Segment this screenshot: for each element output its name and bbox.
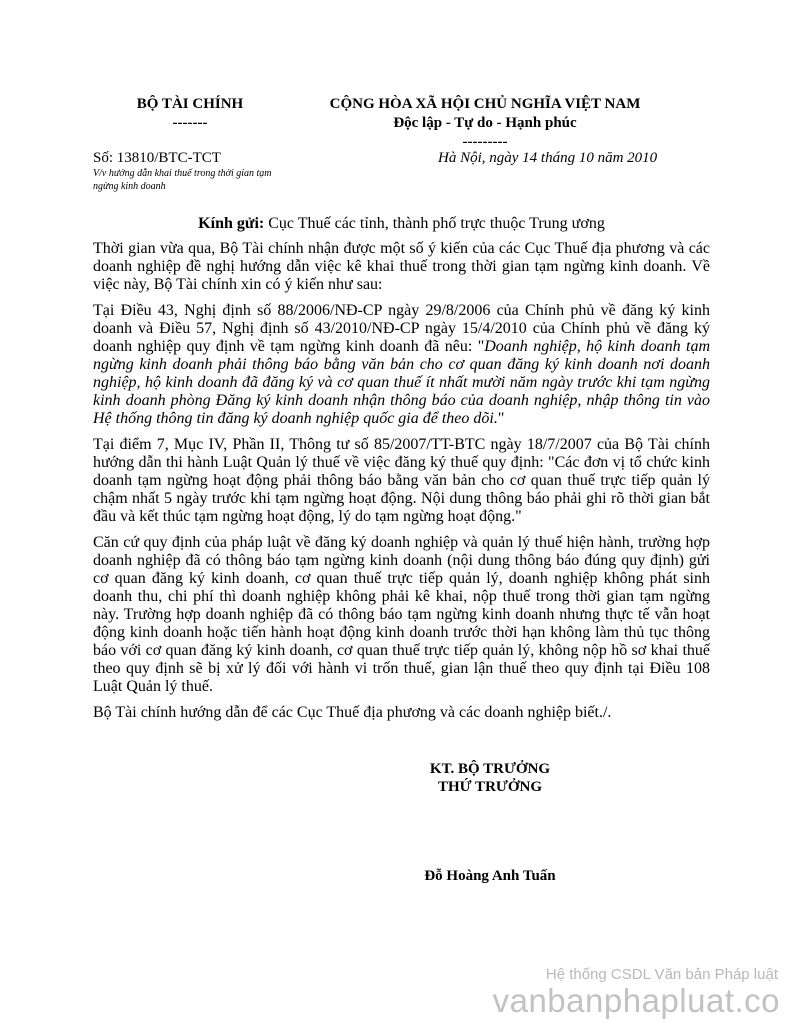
signature-title-2: THỨ TRƯỞNG [437, 779, 543, 795]
document-subject: V/v hướng dẫn khai thuế trong thời gian tạm ngừng kinh doanh [93, 168, 272, 192]
paragraph-intro: Thời gian vừa qua, Bộ Tài chính nhận được một số ý kiến của các Cục Thuế địa phương và các doanh nghiệp đề nghị hướng dẫn việc kê khai thuế trong thời gian tạm ngừng kinh doanh. Về việc này, Bộ Tài chính xin có ý kiến như sau: [93, 240, 710, 293]
paragraph-decree-citation [93, 302, 710, 428]
watermark-line-1: Hệ thống CSDL Văn bản Pháp luật [545, 966, 778, 983]
paragraph-closing: Bộ Tài chính hướng dẫn để các Cục Thuế địa phương và các doanh nghiệp biết./. [93, 704, 612, 721]
ministry-name: BỘ TÀI CHÍNH [136, 96, 244, 112]
national-motto: Độc lập - Tự do - Hạnh phúc [393, 115, 577, 131]
decree-lead: Tại Điều 43, Nghị định số 88/2006/NĐ-CP ngày 29/8/2006 của Chính phủ về đăng ký kinh doanh và Điều 57, Nghị định số 43/2010/NĐ-CP ngày 15/4/2010 của Chính phủ về đăng ký doanh nghiệp quy định về tạm ngừng kinh doanh đã nêu: " [93, 302, 710, 355]
signer-name: Đỗ Hoàng Anh Tuấn [424, 868, 556, 884]
decree-quote: Doanh nghiệp, hộ kinh doanh tạm ngừng kinh doanh phải thông báo bằng văn bản cho cơ quan đăng ký kinh doanh nơi doanh nghiệp, hộ kinh doanh đã đăng ký và cơ quan thuế ít nhất mười năm ngày trước khi tạm ngừng kinh doanh phòng Đăng ký kinh doanh nhận thông báo của doanh nghiệp, nhập thông tin vào Hệ thống thông tin đăng ký doanh nghiệp quốc gia để theo dõi. [93, 338, 710, 427]
decree-quote-close: " [497, 410, 505, 427]
recipient-text: Cục Thuế các tỉnh, thành phố trực thuộc Trung ương [264, 215, 605, 232]
document-body [93, 240, 710, 730]
place-and-date: Hà Nội, ngày 14 tháng 10 năm 2010 [438, 150, 658, 166]
ministry-rule: ------- [172, 115, 208, 131]
recipient-label: Kính gửi: [198, 215, 265, 232]
motto-rule: --------- [462, 134, 508, 150]
paragraph-guidance: Căn cứ quy định của pháp luật về đăng ký doanh nghiệp và quản lý thuế hiện hành, trường hợp doanh nghiệp đã có thông báo tạm ngừng kinh doanh (nội dung thông báo đúng quy định) gửi cơ quan đăng ký kinh doanh, cơ quan thuế trực tiếp quản lý, doanh nghiệp không phát sinh doanh thu, chi phí thì doanh nghiệp không phải kê khai, nộp thuế trong thời gian tạm ngừng này. Trường hợp doanh nghiệp đã có thông báo tạm ngừng kinh doanh nhưng thực tế vẫn hoạt động kinh doanh hoặc tiến hành hoạt động kinh doanh trước thời hạn không làm thủ tục thông báo với cơ quan đăng ký kinh doanh, cơ quan thuế trực tiếp quản lý, không nộp hồ sơ khai thuế theo quy định sẽ bị xử lý đối với hành vi trốn thuế, gian lận thuế theo quy định tại Điều 108 Luật Quản lý thuế. [93, 534, 710, 695]
watermark-site: vanbanphapluat.co [492, 982, 780, 1019]
paragraph-circular-citation: Tại điểm 7, Mục IV, Phần II, Thông tư số 85/2007/TT-BTC ngày 18/7/2007 của Bộ Tài chính hướng dẫn thi hành Luật Quản lý thuế về việc đăng ký thuế quy định: "Các đơn vị tổ chức kinh doanh tạm ngừng hoạt động phải thông báo bằng văn bản cho cơ quan thuế trực tiếp quản lý chậm nhất 5 ngày trước khi tạm ngừng hoạt động. Nội dung thông báo phải ghi rõ thời gian bắt đầu và kết thúc tạm ngừng hoạt động, lý do tạm ngừng hoạt động." [93, 436, 710, 525]
country-name: CỘNG HÒA XÃ HỘI CHỦ NGHĨA VIỆT NAM [329, 96, 641, 112]
document-number: Số: 13810/BTC-TCT [93, 150, 221, 166]
recipient-line [93, 215, 710, 233]
signature-title-1: KT. BỘ TRƯỞNG [429, 761, 551, 777]
